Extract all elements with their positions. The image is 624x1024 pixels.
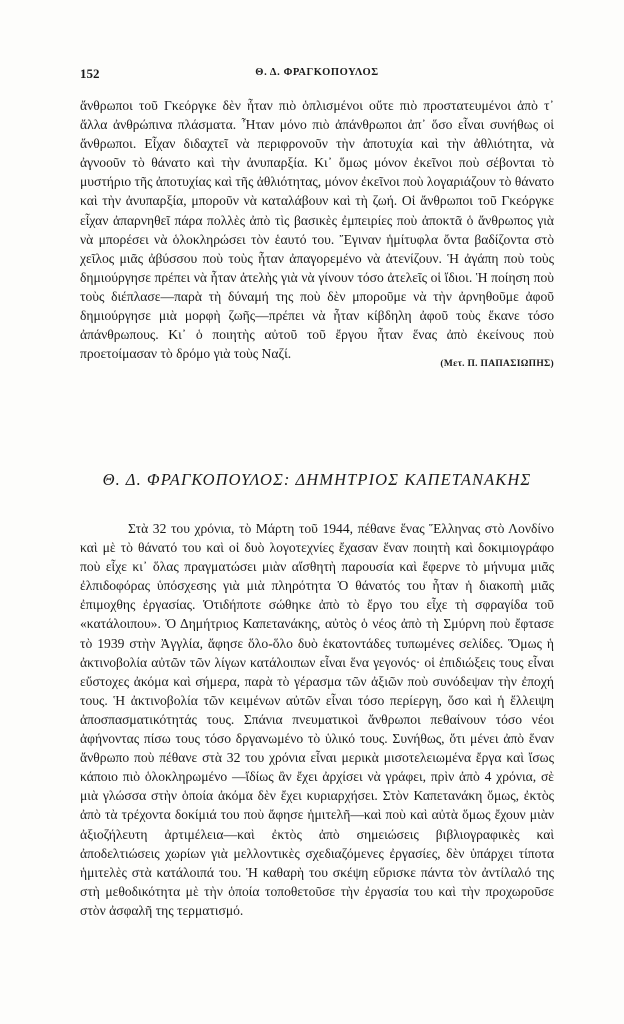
translation-text — [80, 96, 554, 363]
running-title: Θ. Δ. ΦΡΑΓΚΟΠΟΥΛΟΣ — [255, 67, 379, 78]
page-number: 152 — [80, 66, 100, 81]
translator-credit: (Μετ. Π. ΠΑΠΑΣΙΩΠΗΣ) — [440, 359, 554, 369]
essay-paragraph: Στὰ 32 του χρόνια, τὸ Μάρτη τοῦ 1944, πέθανε ἕνας Ἕλληνας στὸ Λονδίνο καὶ μὲ τὸ θάνατό του καὶ οἱ δυὸ λογοτεχνίες ἔχασαν ἕναν ποιητὴ καὶ δοκιμιογράφο ποὺ εἶχε κι᾽ ὅλας πραγματώσει μιὰν αἴσθητὴ παρουσία καὶ ἔφερνε τὸ μήνυμα μιᾶς ἐλπιδοφόρας ὑπόσχεσης γιὰ μιὰ πληρότητα Ὁ θάνατός του ἦταν ἡ διακοπὴ μιᾶς ἐπιμοχθης ἐργασίας. Ὁτιδήποτε σώθηκε ἀπὸ τὸ ἔργο του εἶχε τὴ σφραγίδα τοῦ «κατάλοιπου». Ὁ Δημήτριος Καπετανάκης, αὐτὸς ὁ νέος ἀπὸ τὴ Σμύρνη ποὺ ἔφτασε τὸ 1939 στὴν Ἀγγλία, ἄφησε ὅλο-ὅλο δυὸ ἑκατοντάδες τυπωμένες σελίδες. Ὅμως ἡ ἀκτινοβολία αὐτῶν τῶν λίγων κατάλοιπων εἶναι ἕνα γεγονός· οἱ ἐπιδιώξεις τους εἶναι εὔστοχες ἀκόμα καὶ σήμερα, παρὰ τὸ γέρασμα τῶν ἀξιῶν ποὺ συνόδεψαν τὴν ἐποχή τους. Ἡ ἀκτινοβολία τῶν κειμένων αὐτῶν εἶναι τόσο περίεργη, ὅσο καὶ ἡ ἔλλειψη ἀποσπασματικότητάς τους. Σπάνια πνευματικοὶ ἄνθρωποι πεθαίνουν τόσο νέοι ἀφήνοντας πίσω τους τόσο δργανωμένο τὸ ὑλικό τους. Συνήθως, ὅτι μένει ἀπὸ ἕναν ἄνθρωπο ποὺ πέθανε στὰ 32 του χρόνια εἶναι μερικὰ μισοτελειωμένα ἔργα καὶ ἴσως κάποιο πιὸ ὁλοκληρωμένο —ἴδίως ἂν ἔχει ἀρχίσει νὰ γράφει, πρὶν ἀπὸ 4 χρόνια, σὲ μιὰ γλώσσα στὴν ὁποία ἀκόμα δὲν ἔχει κυριαρχήσει. Στὸν Καπετανάκη ὅμως, ἐκτὸς ἀπὸ τὰ τρέχοντα δοκίμιά του ποὺ ἄφησε ἡμιτελῆ—καὶ ποὺ καὶ αὐτὰ ὅμως ἔχουν μιὰν ἀξιοζήλευτη ἀρτιμέλεια—καὶ ἐκτὸς ἀπὸ σημειώσεις βιβλιογραφικὲς καὶ ἀποδελτιώσεις χωρίων γιὰ μελλοντικὲς σχεδιαζόμενες ἐργασίες, δὲν ὑπάρχει τίποτα ἡμιτελὲς στὰ κατάλοιπά του. Ἡ καθαρὴ του σκέψη εὕρισκε πάντα τὸν ἀντίλαλό της στὴ μεθοδικότητα μὲ τὴν ὁποία τοποθετοῦσε τὴν ἐργασία του καὶ τὴν προχωροῦσε στὸν ἀσφαλῆ της τερματισμό. — [80, 521, 554, 918]
essay-text — [80, 519, 554, 920]
running-header — [80, 66, 554, 84]
essay-heading: Θ. Δ. ΦΡΑΓΚΟΠΟΥΛΟΣ: ΔΗΜΗΤΡΙΟΣ ΚΑΠΕΤΑΝΑΚΗΣ — [102, 470, 532, 489]
translation-paragraph: ἄνθρωποι τοῦ Γκεόργκε δὲν ἦταν πιὸ ὁπλισμένοι οὔτε πιὸ προστατευμένοι ἀπὸ τ᾽ ἄλλα ἀνθρώπινα πλάσματα. Ἦταν μόνο πιὸ ἀπάνθρωποι ἀπ᾽ ὅσο εἶναι συνήθως οἱ ἄνθρωποι. Εἶχαν διδαχτεῖ νὰ περιφρονοῦν τὴν ἀποτυχία καὶ τὴν ἀθλιότητα, νὰ ἀγνοοῦν τὸ θάνατο καὶ τὴν ἀνυπαρξία. Κι᾽ ὅμως μόνον ἐκεῖνοι ποὺ σέβονται τὸ μυστήριο τῆς ἀποτυχίας καὶ τῆς ἀθλιότητας, μόνον ἐκεῖνοι ποὺ λογαριάζουν τὸ θάνατο καὶ τὴν ἀνυπαρξία, μποροῦν νὰ καταλάβουν καὶ τὴ ζωή. Οἱ ἄνθρωποι τοῦ Γκεόργκε εἶχαν ἀπαρνηθεῖ πάρα πολλὲς ἀπὸ τὶς βασικὲς ἐμπειρίες ποὺ ἀποκτᾶ ὁ ἄνθρωπος γιὰ νὰ μπορέσει νὰ ὁλοκληρώσει τὸν ἑαυτό του. Ἔγιναν ἡμίτυφλα ὄντα βαδίζοντα στὸ χεῖλος μιᾶς ἀβύσσου ποὺ τοὺς ἦταν ἀπαγορεμένο νὰ ἀτενίζουν. Ἡ ἀγάπη ποὺ τοὺς δημιούργησε πρέπει νὰ ἦταν ἀτελὴς γιὰ νὰ γίνουν τόσο ἀτελεῖς οἱ ἴδιοι. Ἡ ποίηση ποὺ τοὺς διέπλασε—παρὰ τὴ δύναμή της ποὺ δὲν μποροῦμε νὰ τὴν ἀρνηθοῦμε ἀφοῦ δημιούργησε μιὰ μορφὴ ζωῆς—πρέπει νὰ ἦταν κίβδηλη ἀφοῦ τοὺς ἔκανε τόσο ἀπάνθρωπους. Κι᾽ ὁ ποιητὴς αὐτοῦ τοῦ ἔργου ἦταν ἕνας ἀπὸ ἐκείνους ποὺ προετοίμασαν τὸ δρόμο γιὰ τοὺς Ναζί. — [80, 98, 554, 362]
